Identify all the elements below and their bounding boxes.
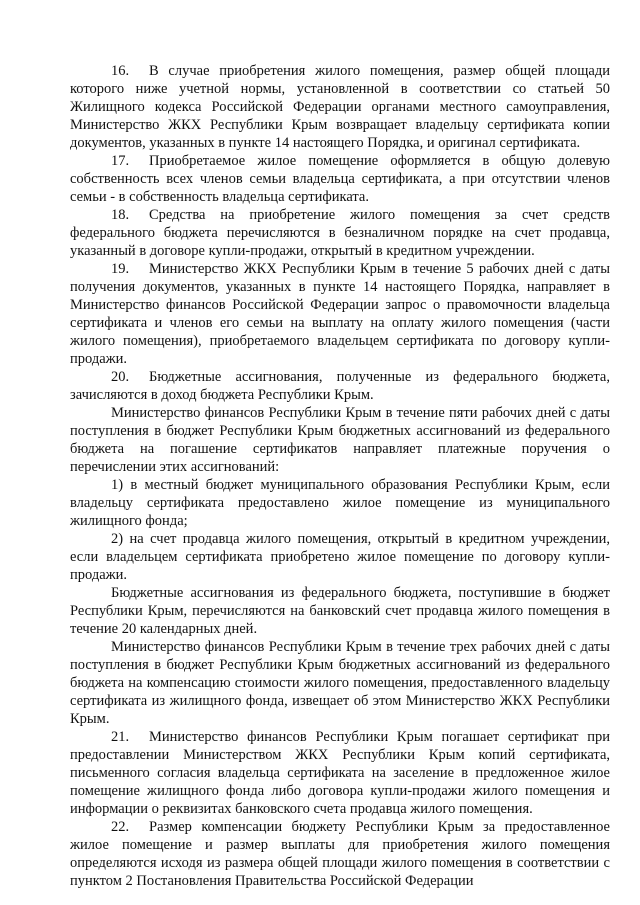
paragraph-20 xyxy=(70,368,610,404)
paragraph-text: Размер компенсации бюджету Республики Крым за предоставленное жилое помещение и размер выплаты для приобретения жилого помещения определяются исходя из размера общей площади жилого помещения в соответствии с пунктом 2 Постановления Правительства Российской Федерации xyxy=(70,819,610,889)
paragraph-text: Средства на приобретение жилого помещения за счет средств федерального бюджета перечисляются в безналичном порядке на счет продавца, указанный в договоре купли-продажи, открытый в кредитном учреждении. xyxy=(70,207,610,259)
paragraph-text: Министерство ЖКХ Республики Крым в течение 5 рабочих дней с даты получения документов, указанных в пункте 14 настоящего Порядка, направляет в Министерство финансов Российской Федерации запрос о правомочности владельца сертификата и членов его семьи на выплату на оплату жилого помещения (части жилого помещения), приобретаемого владельцем сертификата по договору купли-продажи. xyxy=(70,261,610,367)
paragraph-18 xyxy=(70,206,610,260)
paragraph-text: 2) на счет продавца жилого помещения, открытый в кредитном учреждении, если владельцем сертификата приобретено жилое помещение по договору купли-продажи. xyxy=(70,531,610,583)
paragraph-text: Министерство финансов Республики Крым в течение трех рабочих дней с даты поступления в бюджет Республики Крым бюджетных ассигнований из федерального бюджета на компенсацию стоимости жилого помещения, предоставленного владельцу сертификата из жилищного фонда, извещает об этом Министерство ЖКХ Республики Крым. xyxy=(70,639,610,727)
paragraph-number: 16. xyxy=(111,63,130,79)
paragraph-text: Министерство финансов Республики Крым погашает сертификат при предоставлении Министерством ЖКХ Республики Крым копий сертификата, письменного согласия владельца сертификата на заселение в предложенное жилое помещение жилищного фонда либо договора купли-продажи жилого помещения и информации о реквизитах банковского счета продавца жилого помещения. xyxy=(70,729,610,817)
paragraph-17 xyxy=(70,152,610,206)
paragraph-number: 18. xyxy=(111,207,130,223)
paragraph-number: 17. xyxy=(111,153,130,169)
paragraph-text: Бюджетные ассигнования из федерального бюджета, поступившие в бюджет Республики Крым, перечисляются на банковский счет продавца жилого помещения в течение 20 календарных дней. xyxy=(70,585,610,637)
paragraph-text: 1) в местный бюджет муниципального образования Республики Крым, если владельцу сертификата предоставлено жилое помещение из муниципального жилищного фонда; xyxy=(70,477,610,529)
paragraph-21 xyxy=(70,728,610,818)
paragraph-number: 21. xyxy=(111,729,130,745)
paragraph-transfer-20-days xyxy=(70,584,610,638)
paragraph-22 xyxy=(70,818,610,890)
paragraph-number: 22. xyxy=(111,819,130,835)
paragraph-item-1 xyxy=(70,476,610,530)
paragraph-minfin-notice xyxy=(70,638,610,728)
paragraph-number: 20. xyxy=(111,369,130,385)
paragraph-text: Министерство финансов Республики Крым в течение пяти рабочих дней с даты поступления в бюджет Республики Крым бюджетных ассигнований из федерального бюджета на погашение сертификатов направляет платежные поручения о перечислении этих ассигнований: xyxy=(70,405,610,475)
paragraph-number: 19. xyxy=(111,261,130,277)
paragraph-item-2 xyxy=(70,530,610,584)
paragraph-text: Приобретаемое жилое помещение оформляется в общую долевую собственность всех членов семьи владельца сертификата, а при отсутствии членов семьи - в собственность владельца сертификата. xyxy=(70,153,610,205)
paragraph-16 xyxy=(70,62,610,152)
paragraph-19 xyxy=(70,260,610,368)
paragraph-text: В случае приобретения жилого помещения, размер общей площади которого ниже учетной нормы, установленной в соответствии со статьей 50 Жилищного кодекса Российской Федерации органами местного самоуправления, Министерство ЖКХ Республики Крым возвращает владельцу сертификата копии документов, указанных в пункте 14 настоящего Порядка, и оригинал сертификата. xyxy=(70,63,610,151)
paragraph-text: Бюджетные ассигнования, полученные из федерального бюджета, зачисляются в доход бюджета Республики Крым. xyxy=(70,369,610,403)
paragraph-minfin-payment xyxy=(70,404,610,476)
